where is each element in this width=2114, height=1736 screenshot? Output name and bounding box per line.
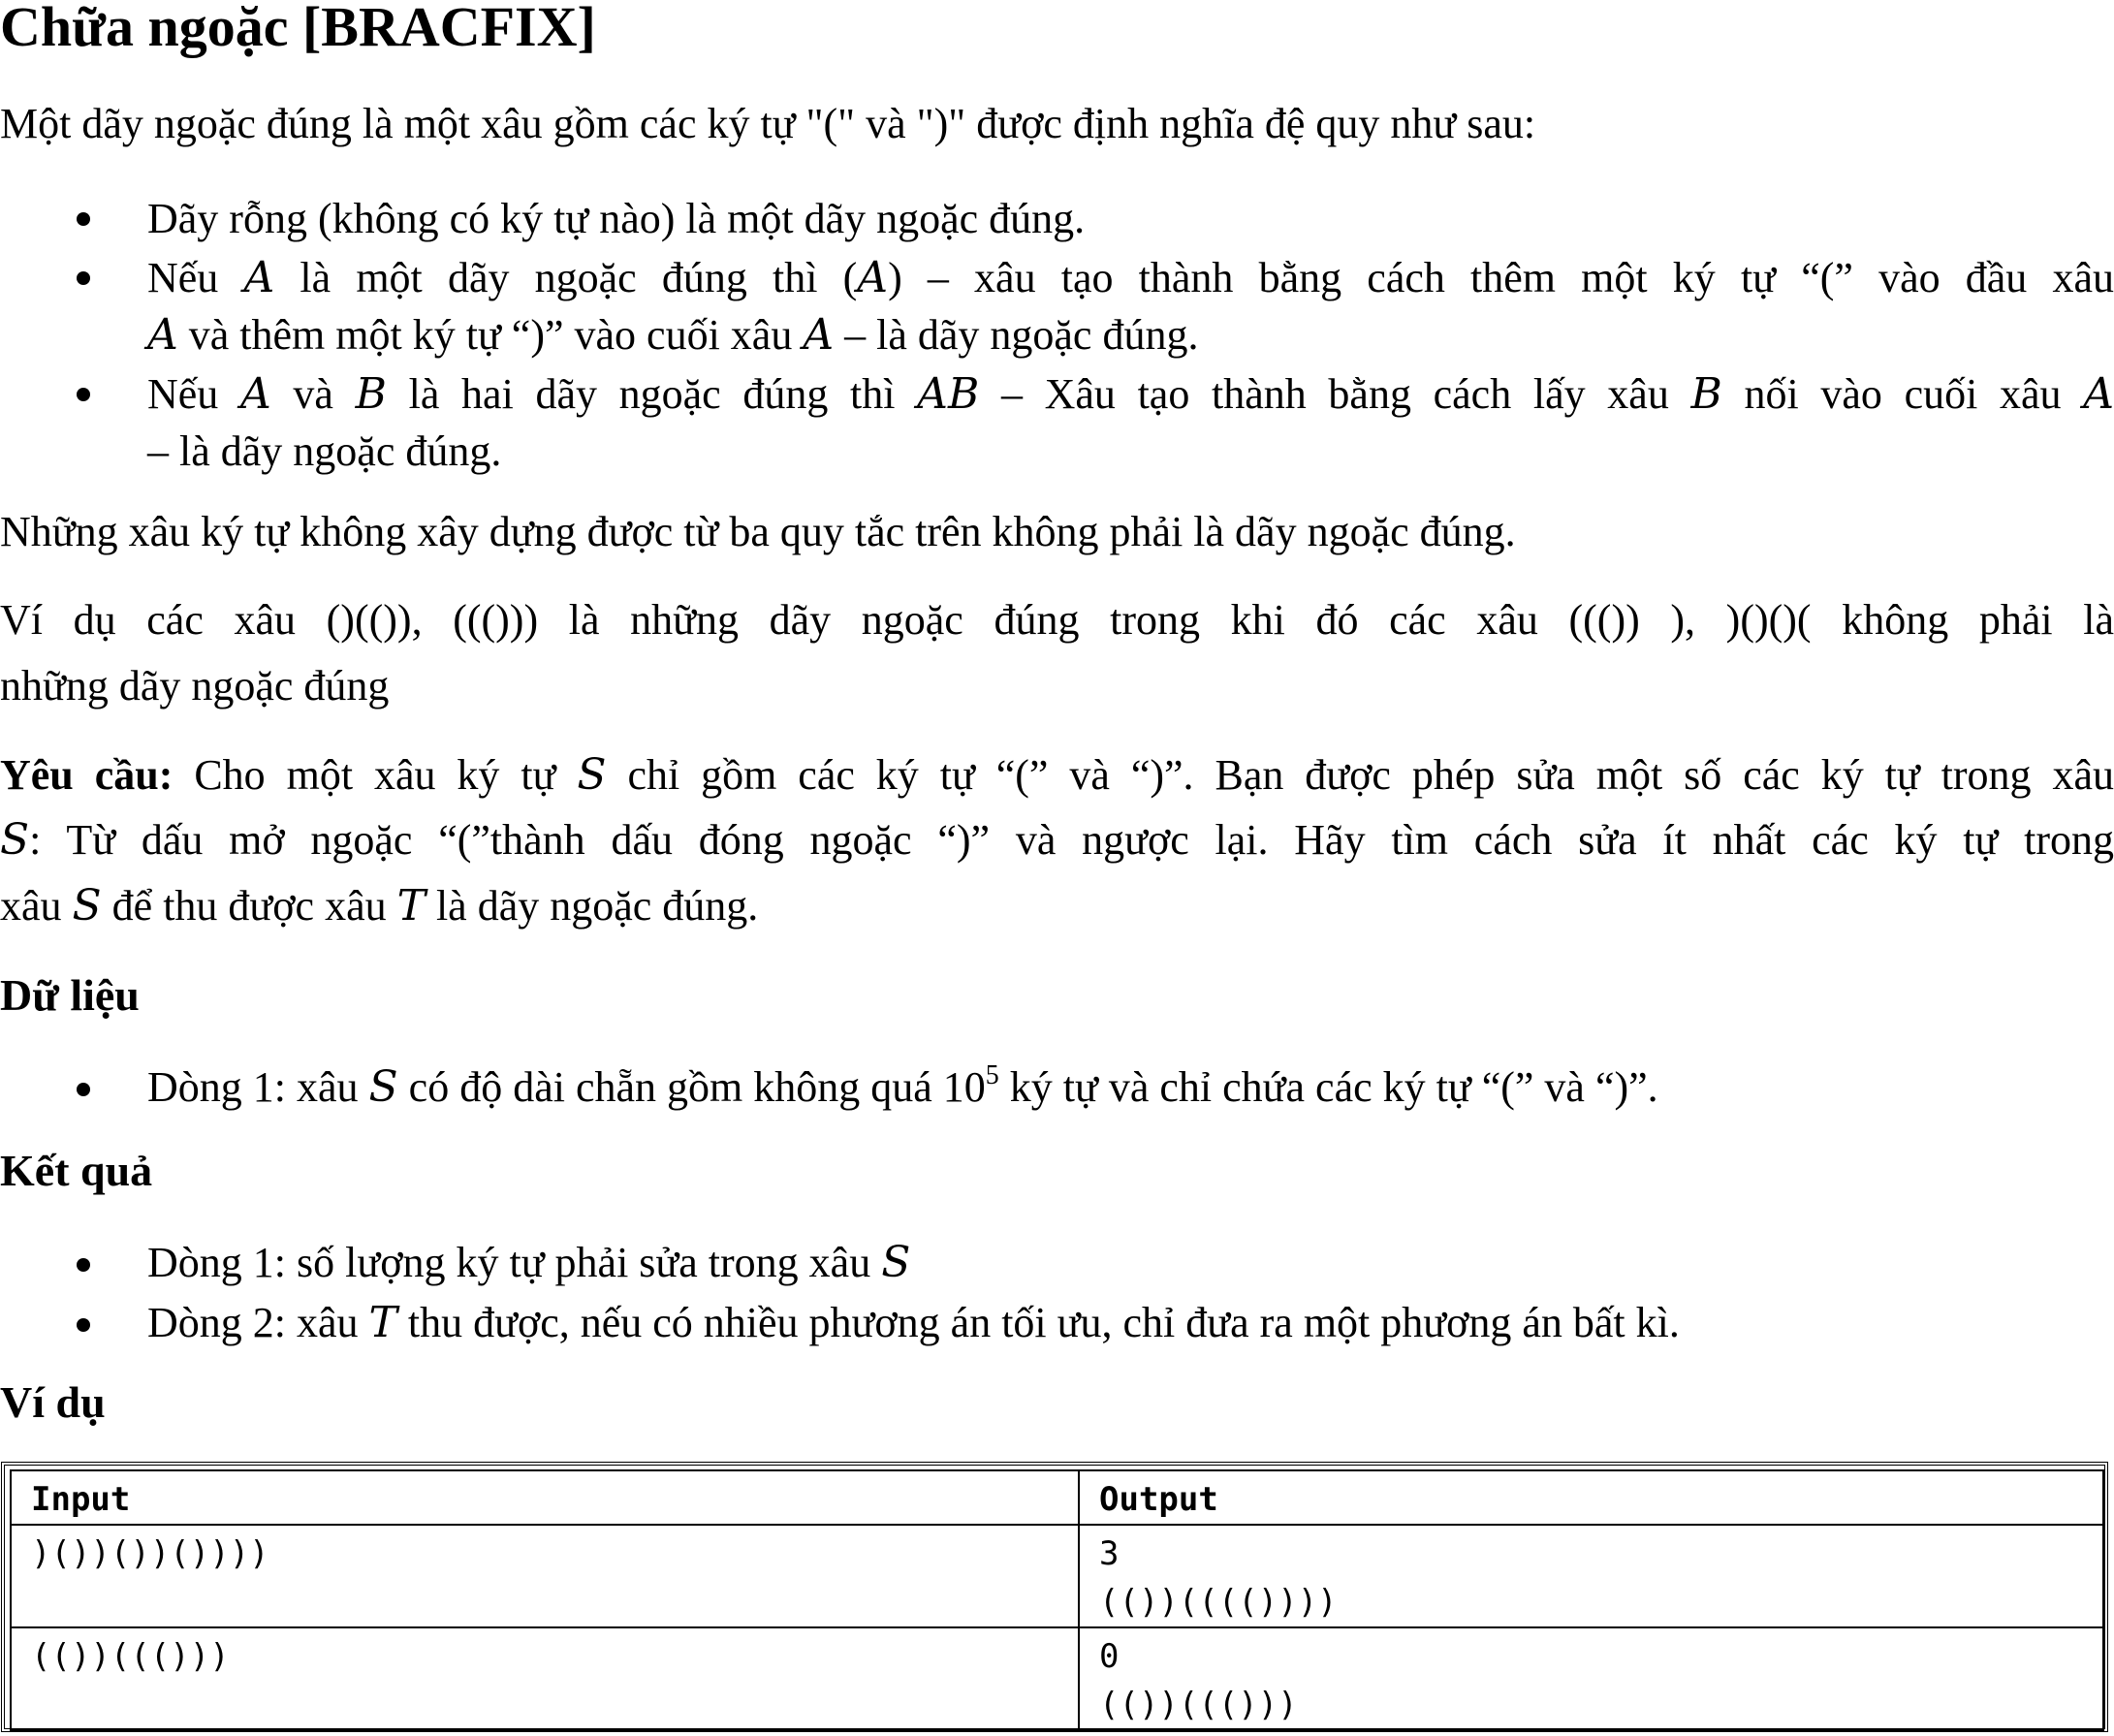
- example-text-line-2: những dãy ngoặc đúng: [0, 662, 390, 710]
- output-item-1: Dòng 1: số lượng ký tự phải sửa trong xâu 𝑆: [147, 1239, 911, 1286]
- input-item-text: Dòng 1: xâu 𝑆 có độ dài chẵn gồm không quá 10: [147, 1063, 986, 1111]
- column-header-output: Output: [1079, 1470, 2103, 1525]
- problem-title: Chữa ngoặc [BRACFIX]: [0, 0, 596, 58]
- rule-3-line-1: Nếu 𝐴 và 𝐵 là hai dãy ngoặc đúng thì 𝐴𝐵 – Xâu tạo thành bằng cách lấy xâu 𝐵 nối vào cuối xâu 𝐴: [147, 370, 2114, 418]
- output-item-2: Dòng 2: xâu 𝑇 thu được, nếu có nhiều phương án tối ưu, chỉ đưa ra một phương án bất kì.: [147, 1299, 1680, 1346]
- output-cell: [1079, 1627, 2103, 1730]
- output-cell: [1079, 1525, 2103, 1627]
- rule-1: Dãy rỗng (không có ký tự nào) là một dãy ngoặc đúng.: [147, 195, 1086, 242]
- requirement-line-3: xâu 𝑆 để thu được xâu 𝑇 là dãy ngoặc đúng.: [0, 882, 759, 930]
- requirement-line-2: 𝑆: Từ dấu mở ngoặc “(”thành dấu đóng ngoặc “)” và ngược lại. Hãy tìm cách sửa ít nhất các ký tự trong: [0, 816, 2114, 864]
- bullet-dot: [77, 388, 90, 401]
- input-heading: Dữ liệu: [0, 970, 140, 1020]
- input-item-text-end: ký tự và chỉ chứa các ký tự “(” và “)”.: [998, 1063, 1658, 1111]
- bullet-dot: [77, 1083, 90, 1096]
- examples-table: [10, 1469, 2104, 1731]
- output-count: 3: [1099, 1534, 1120, 1573]
- bullet-dot: [77, 271, 90, 285]
- output-count: 0: [1099, 1637, 1120, 1676]
- requirement-label: Yêu cầu:: [0, 751, 174, 799]
- table-row: [11, 1525, 2103, 1627]
- not-rule-paragraph: Những xâu ký tự không xây dựng được từ ba quy tắc trên không phải là dãy ngoặc đúng.: [0, 508, 1516, 555]
- example-text-line-1: Ví dụ các xâu ()(()), ((())) là những dãy ngoặc đúng trong khi đó các xâu ((()) ), )()()( không phải là: [0, 596, 2114, 644]
- bullet-dot: [77, 1258, 90, 1272]
- rule-2-line-2: 𝐴 và thêm một ký tự “)” vào cuối xâu 𝐴 – là dãy ngoặc đúng.: [147, 311, 1199, 359]
- rule-2-line-1: Nếu 𝐴 là một dãy ngoặc đúng thì (𝐴) – xâu tạo thành bằng cách thêm một ký tự “(” vào đầu xâu: [147, 254, 2114, 301]
- input-cell: (())((())): [11, 1627, 1079, 1730]
- requirement-text: Cho một xâu ký tự 𝑆 chỉ gồm các ký tự “(” và “)”. Bạn được phép sửa một số các ký tự trong xâu: [194, 751, 2114, 799]
- bullet-dot: [77, 1318, 90, 1332]
- column-header-input: Input: [11, 1470, 1079, 1525]
- examples-heading: Ví dụ: [0, 1377, 106, 1427]
- output-heading: Kết quả: [0, 1146, 153, 1195]
- output-string: (())((())): [1099, 1686, 1318, 1724]
- exponent: 5: [985, 1060, 999, 1090]
- output-string: (())(((()))): [1099, 1583, 1358, 1622]
- input-cell: )())())()))): [11, 1525, 1079, 1627]
- table-header-row: [11, 1470, 2103, 1525]
- requirement-line-1: [0, 750, 2114, 800]
- table-row: [11, 1627, 2103, 1730]
- intro-paragraph: Một dãy ngoặc đúng là một xâu gồm các ký tự "(" và ")" được định nghĩa đệ quy như sau:: [0, 100, 1536, 147]
- input-item: [147, 1062, 1658, 1112]
- rule-3-line-2: – là dãy ngoặc đúng.: [147, 427, 502, 475]
- bullet-dot: [77, 212, 90, 226]
